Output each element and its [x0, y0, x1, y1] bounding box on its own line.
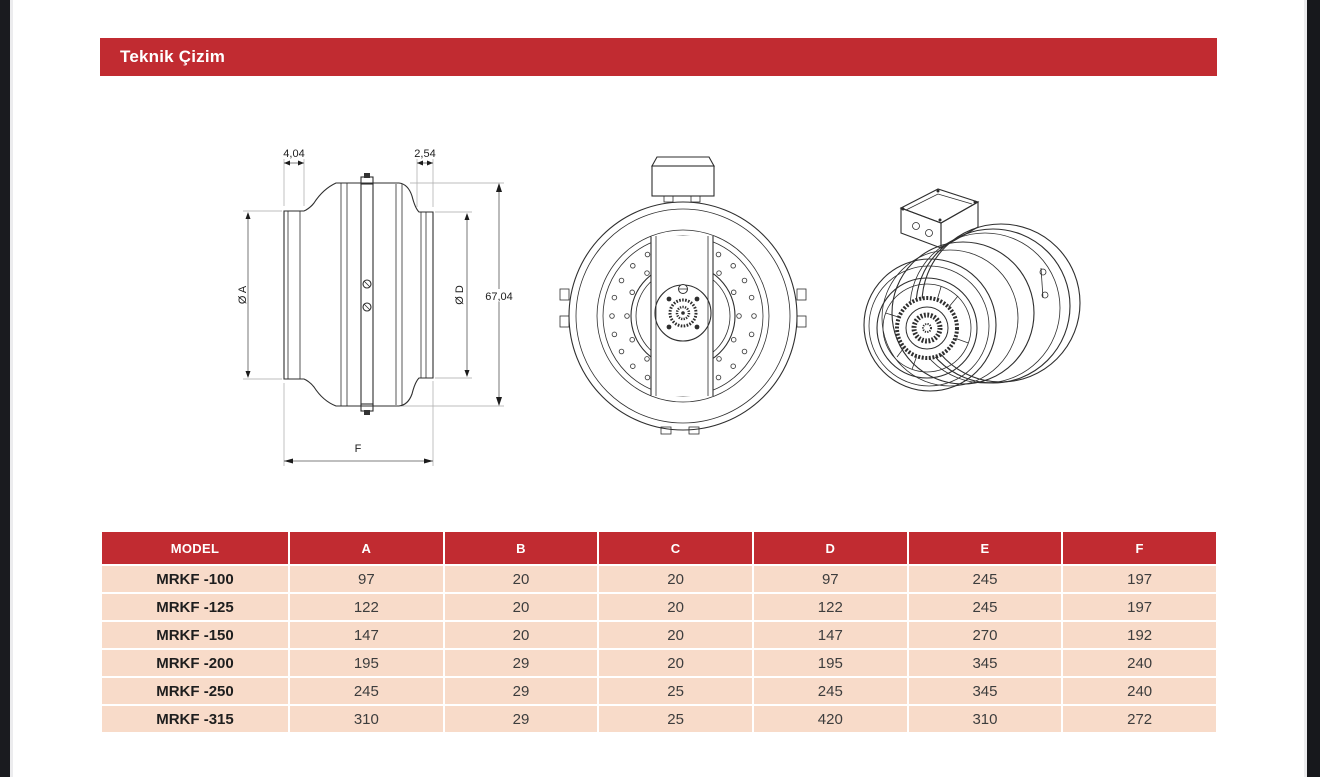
dim-diameter-a: [237, 212, 251, 378]
value-cell: 20: [599, 650, 752, 676]
value-cell: 192: [1063, 622, 1216, 648]
value-cell: 245: [909, 566, 1062, 592]
value-cell: 345: [909, 650, 1062, 676]
junction-box-perspective: [901, 189, 978, 248]
table-row: [102, 678, 1216, 704]
model-cell: MRKF -125: [102, 594, 288, 620]
model-cell: MRKF -250: [102, 678, 288, 704]
column-header-f: F: [1063, 532, 1216, 564]
left-edge-highlight: [10, 0, 13, 777]
column-header-e: E: [909, 532, 1062, 564]
junction-box-front: [652, 157, 714, 202]
motor-bracket-strip: [651, 236, 713, 396]
model-cell: MRKF -315: [102, 706, 288, 732]
value-cell: 20: [445, 566, 598, 592]
dimensions-table: [100, 530, 1218, 734]
value-cell: 345: [909, 678, 1062, 704]
perspective-motor-hub: [897, 298, 957, 358]
section-title-bar: [100, 38, 1217, 76]
dim-label-diameter-a: Ø A: [237, 285, 249, 305]
value-cell: 195: [290, 650, 443, 676]
value-cell: 197: [1063, 566, 1216, 592]
value-cell: 29: [445, 678, 598, 704]
value-cell: 147: [290, 622, 443, 648]
clamp-band: [361, 173, 373, 415]
value-cell: 20: [599, 566, 752, 592]
column-header-d: D: [754, 532, 907, 564]
perspective-body-rings: [864, 224, 1080, 391]
value-cell: 310: [290, 706, 443, 732]
value-cell: 122: [754, 594, 907, 620]
value-cell: 97: [290, 566, 443, 592]
left-edge-strip: [0, 0, 10, 777]
table-row: [102, 566, 1216, 592]
value-cell: 20: [599, 622, 752, 648]
table-row: [102, 594, 1216, 620]
value-cell: 240: [1063, 678, 1216, 704]
value-cell: 29: [445, 706, 598, 732]
clamp-screws-perspective: [1040, 268, 1048, 298]
fan-side-view-drawing: [225, 135, 525, 475]
value-cell: 25: [599, 678, 752, 704]
dim-top-right: [414, 148, 435, 166]
column-header-b: B: [445, 532, 598, 564]
dim-label-4-04: 4,04: [283, 148, 305, 160]
model-cell: MRKF -150: [102, 622, 288, 648]
value-cell: 270: [909, 622, 1062, 648]
value-cell: 122: [290, 594, 443, 620]
dim-label-diameter-d: Ø D: [454, 285, 466, 305]
value-cell: 147: [754, 622, 907, 648]
value-cell: 25: [599, 706, 752, 732]
dim-overall-height: [482, 183, 516, 406]
dim-label-67-04: 67,04: [485, 291, 513, 303]
column-header-a: A: [290, 532, 443, 564]
value-cell: 245: [909, 594, 1062, 620]
value-cell: 310: [909, 706, 1062, 732]
table-row: [102, 706, 1216, 732]
model-cell: MRKF -200: [102, 650, 288, 676]
value-cell: 20: [599, 594, 752, 620]
value-cell: 29: [445, 650, 598, 676]
value-cell: 20: [445, 622, 598, 648]
value-cell: 20: [445, 594, 598, 620]
value-cell: 420: [754, 706, 907, 732]
dim-diameter-d: [454, 213, 470, 377]
right-edge-strip: [1307, 0, 1320, 777]
fan-body-outline: [284, 183, 433, 406]
value-cell: 195: [754, 650, 907, 676]
value-cell: 240: [1063, 650, 1216, 676]
table-header-row: [102, 532, 1216, 564]
value-cell: 197: [1063, 594, 1216, 620]
model-cell: MRKF -100: [102, 566, 288, 592]
table-row: [102, 650, 1216, 676]
right-edge-highlight: [1304, 0, 1307, 777]
fan-perspective-view-drawing: [840, 175, 1100, 435]
dim-length-f: [284, 443, 433, 464]
table-row: [102, 622, 1216, 648]
page-title: Teknik Çizim: [120, 47, 226, 66]
value-cell: 272: [1063, 706, 1216, 732]
value-cell: 245: [754, 678, 907, 704]
value-cell: 245: [290, 678, 443, 704]
column-header-model: MODEL: [102, 532, 288, 564]
dim-top-left: [283, 148, 304, 166]
column-header-c: C: [599, 532, 752, 564]
dim-label-f: F: [354, 443, 362, 455]
value-cell: 97: [754, 566, 907, 592]
fan-front-view-drawing: [535, 145, 835, 445]
dim-label-2-54: 2,54: [414, 148, 436, 160]
